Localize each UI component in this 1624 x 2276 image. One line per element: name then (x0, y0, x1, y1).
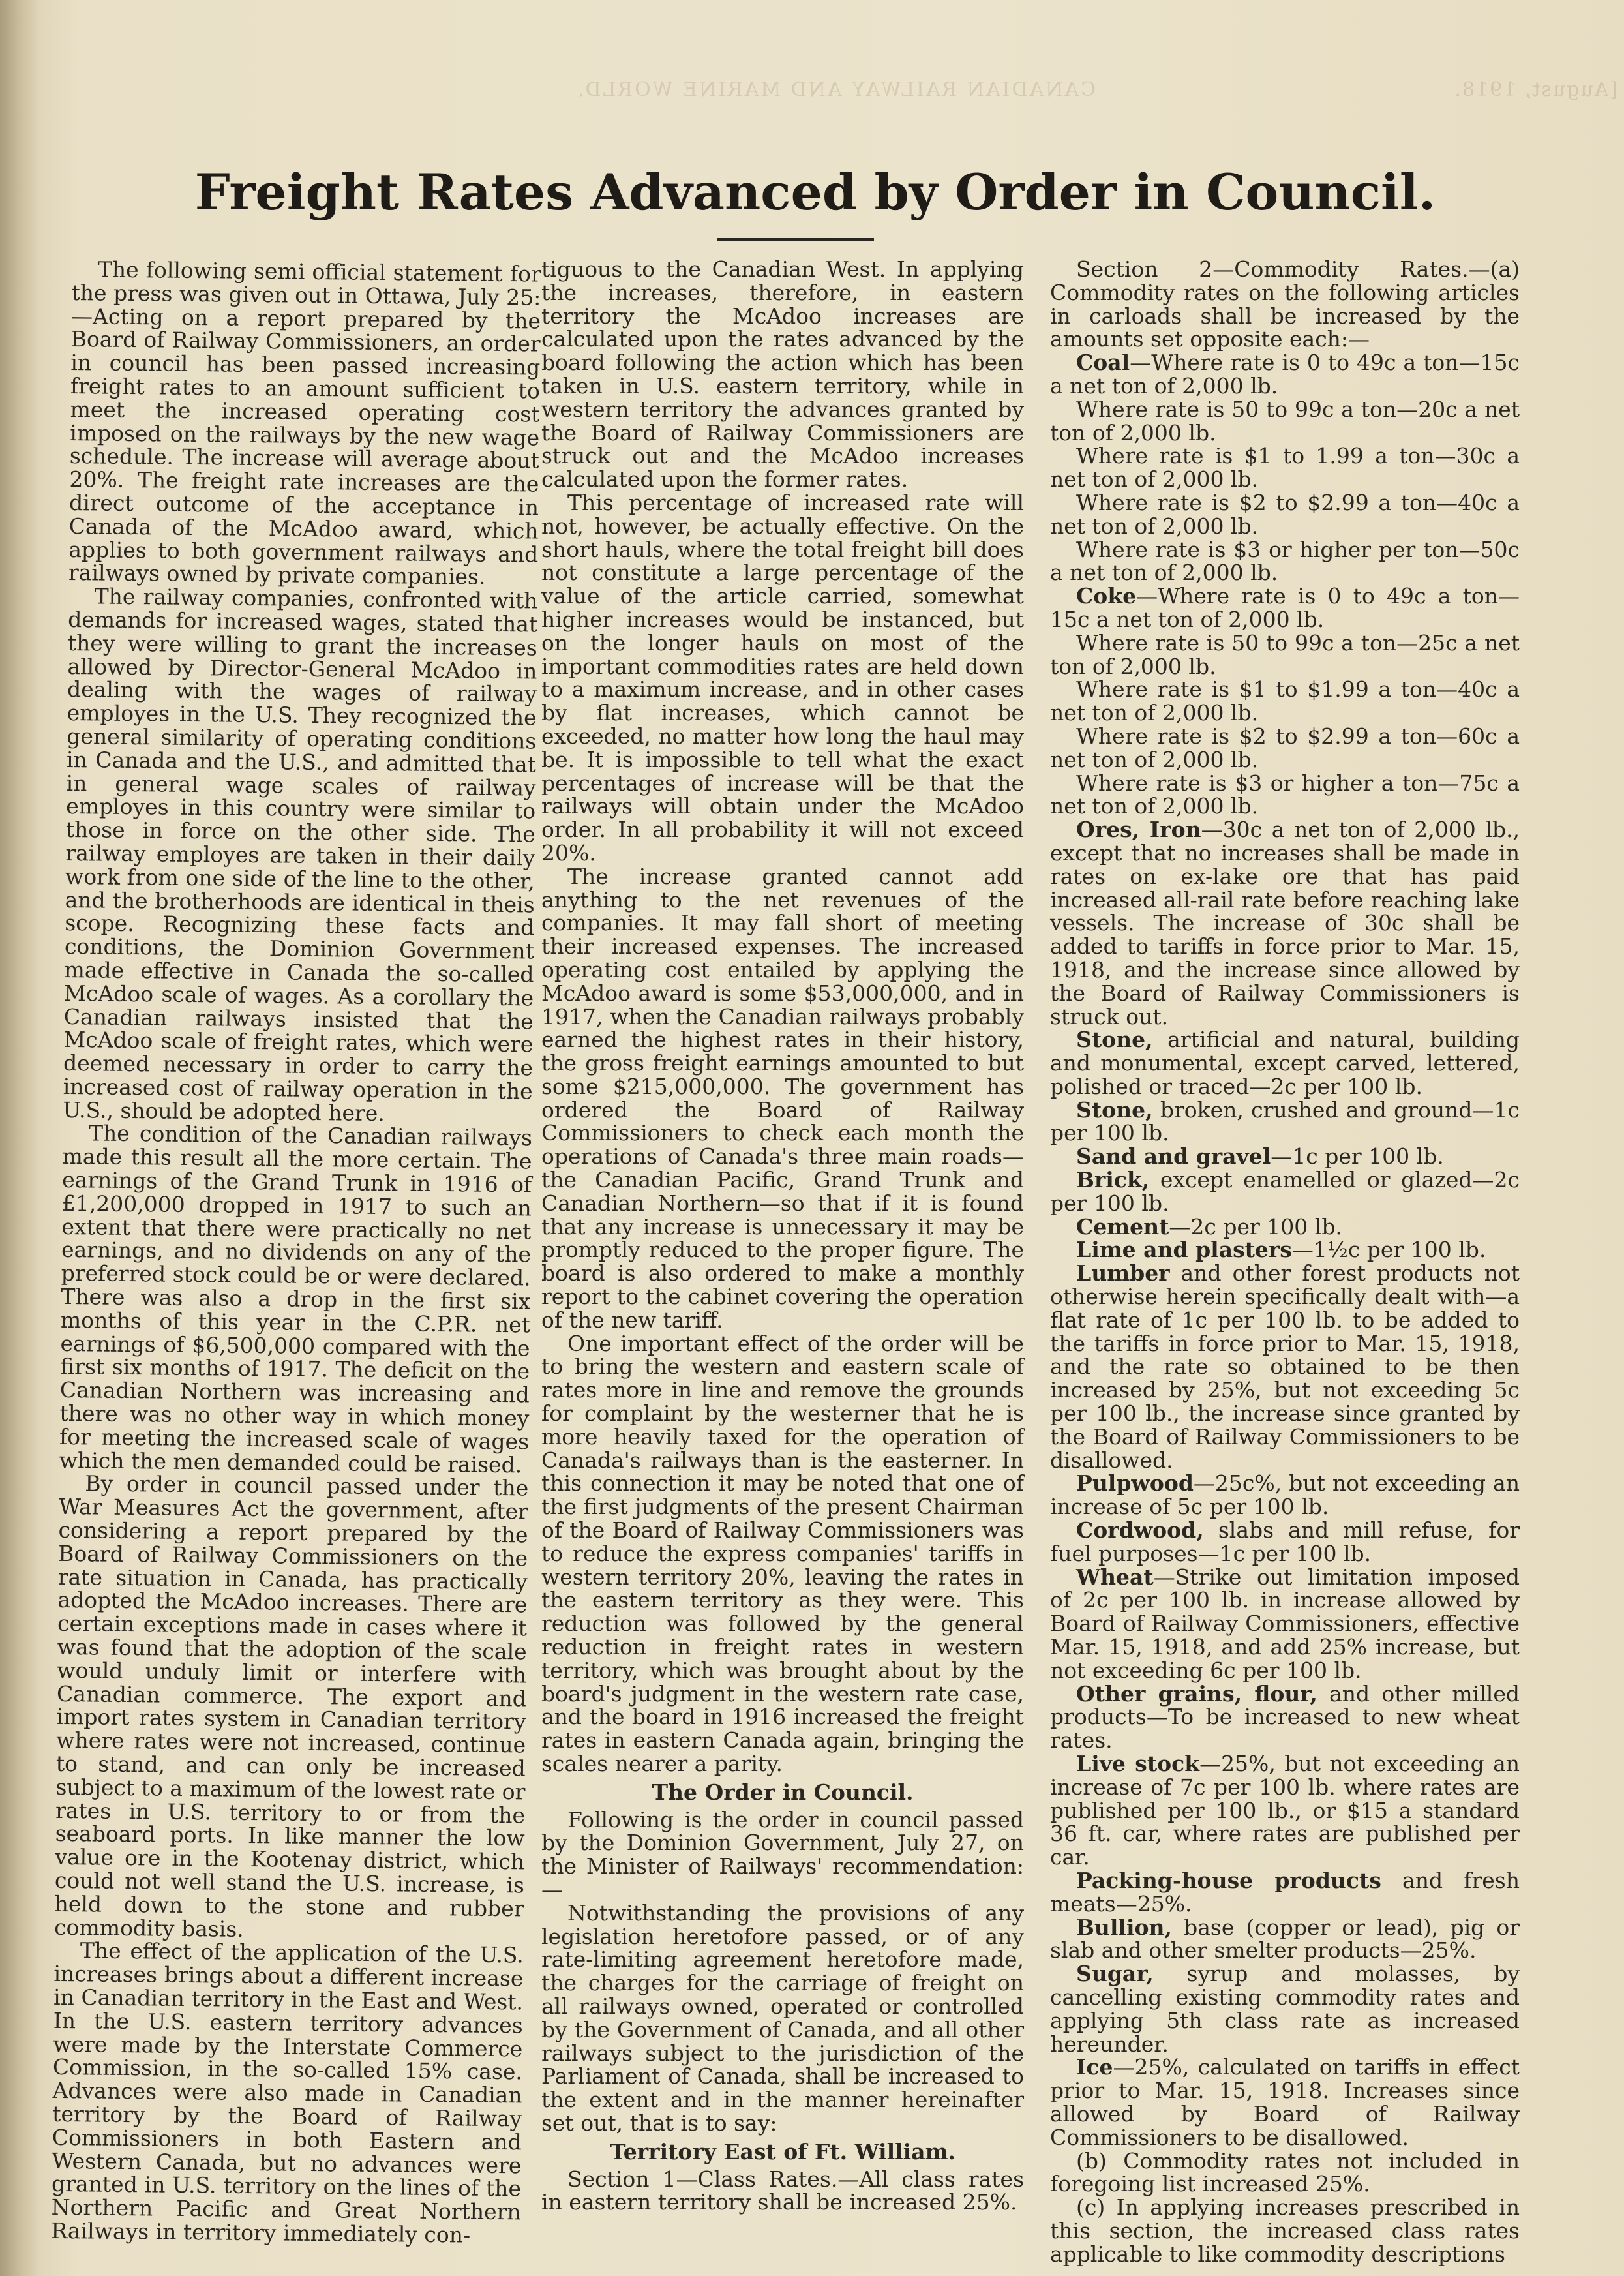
paragraph: (b) Commodity rates not included in foregoing list increased 25%. (1050, 2147, 1520, 2197)
rate-item (1050, 1566, 1520, 1682)
rate-text: —25c%, but not exceeding an increase of 5c per 100 lb. (1050, 1470, 1520, 1520)
rate-item (1050, 1099, 1520, 1146)
rate-item (1050, 1145, 1520, 1168)
bleed-through-running-head: CANADIAN RAILWAY AND MARINE WORLD. (576, 78, 1096, 101)
commodity-name: Live stock (1076, 1751, 1200, 1776)
rate-item (1050, 584, 1520, 631)
rate-text: —2c per 100 lb. (1169, 1213, 1342, 1239)
rate-item (1050, 1168, 1520, 1215)
rate-text: —1c per 100 lb. (1271, 1144, 1444, 1170)
rate-item: Where rate is $3 or higher per ton—50c a net ton of 2,000 lb. (1050, 536, 1520, 586)
rate-item: Where rate is 50 to 99c a ton—25c a net ton of 2,000 lb. (1050, 630, 1520, 679)
commodity-name: Brick, (1076, 1167, 1150, 1193)
rate-item: Where rate is $2 to $2.99 a ton—60c a net ton of 2,000 lb. (1050, 723, 1520, 772)
rate-item (1050, 1238, 1520, 1262)
paragraph: One important effect of the order will be to bring the western and eastern scale of rates more in line and remove the grounds for complaint by the westerner that he is more heavily taxed for the operation of Canada's railways than is the easterner. In this connection it may be noted that one of the first judgments of the present Chairman of the Board of Railway Commissioners was to reduce the express companies' tariffs in western territory 20%, leaving the rates in the eastern territory as they were. This reduction was followed by the general reduction in freight rates in western territory, which was brought about by the board's judgment in the western rate case, and the board in 1916 increased the freight rates in eastern Canada again, bringing the scales nearer a parity. (541, 1330, 1024, 1776)
rate-text: and fresh meats—25%. (1050, 1867, 1520, 1917)
rate-text: —30c a net ton of 2,000 lb., except that no increases shall be made in rates on ex-lake ore that has paid increased all-rail rate before reaching lake vessels. The increase of 30c shall be added to tariffs in force prior to Mar. 15, 1918, and the increase since allowed by the Board of Railway Commissioners is struck out. (1050, 817, 1520, 1029)
paragraph: Section 2—Commodity Rates.—(a) Commodity rates on the following articles in carloads shall be increased by the amounts set opposite each:— (1050, 256, 1520, 352)
column-3 (1050, 256, 1520, 2267)
rate-item: Where rate is $3 or higher a ton—75c a net ton of 2,000 lb. (1050, 770, 1520, 819)
commodity-name: Lime and plasters (1076, 1237, 1292, 1263)
rate-item (1050, 1472, 1520, 1519)
rate-item (1050, 1916, 1520, 1963)
rate-text: —25%, but not exceeding an increase of 7c per 100 lb. where rates are published per 100 lb., or $15 a standard 36 ft. car, where rates are published per car. (1050, 1751, 1520, 1870)
paragraph: The following semi official statement for the press was given out in Ottawa, July 25:—Acting on a report prepared by the Board of Railway Commissioners, an order in council has been passed increasing freight rates to an amount sufficient to meet the increased operating cost imposed on the railways by the new wage schedule. The increase will average about 20%. The freight rate increases are the direct outcome of the acceptance in Canada of the McAdoo award, which applies to both government railways and railways owned by private companies. (68, 256, 541, 590)
rate-text: broken, crushed and ground—1c per 100 lb. (1050, 1097, 1520, 1146)
commodity-name: Coke (1076, 583, 1137, 609)
rate-text: —Where rate is 0 to 49c a ton—15c a net ton of 2,000 lb. (1050, 583, 1520, 632)
rate-item (1050, 351, 1520, 398)
commodity-name: Stone, (1076, 1097, 1153, 1123)
bleed-through-date: [August, 1918. (1453, 78, 1617, 101)
rate-item: Where rate is $2 to $2.99 a ton—40c a net ton of 2,000 lb. (1050, 489, 1520, 539)
paragraph: (c) In applying increases prescribed in this section, the increased class rates applicable to like commodity descriptions (1050, 2194, 1520, 2267)
commodity-name: Other grains, flour, (1076, 1680, 1317, 1707)
rate-text: syrup and molasses, by cancelling existing commodity rates and applying 5th class rate as increased hereunder. (1050, 1961, 1520, 2057)
rate-item: Where rate is $1 to $1.99 a ton—40c a net ton of 2,000 lb. (1050, 676, 1520, 726)
paragraph: The effect of the application of the U.S. increases brings about a different increase in Canadian territory in the East and West. In the U.S. eastern territory advances were made by the Interstate Commerce Commission, in the so-called 15% case. Advances were also made in Canadian territory by the Board of Railway Commissioners in both Eastern and Western Canada, but no advances were granted in U.S. territory on the lines of the Northern Pacific and Great Northern Railways in territory immediately con- (51, 1937, 524, 2248)
commodity-name: Stone, (1076, 1027, 1153, 1053)
rate-text: —Where rate is 0 to 49c a ton—15c a net ton of 2,000 lb. (1050, 350, 1520, 399)
rate-item (1050, 1752, 1520, 1869)
paragraph: Notwithstanding the provisions of any legislation heretofore passed, or of any rate-limiting agreement heretofore made, the charges for the carriage of freight on all railways owned, operated or controlled by the Government of Canada, and all other railways subject to the jurisdiction of the Parliament of Canada, shall be increased to the extent and in the manner hereinafter set out, that is to say: (541, 1900, 1024, 2136)
rate-text: —Strike out limitation imposed of 2c per 100 lb. in increase allowed by Board of Railway Commissioners, effective Mar. 15, 1918, and add 25% increase, but not exceeding 6c per 100 lb. (1050, 1564, 1520, 1683)
rate-text: and other milled products—To be increased to new wheat rates. (1050, 1680, 1520, 1753)
rate-item (1050, 2056, 1520, 2149)
rate-item (1050, 1682, 1520, 1752)
commodity-name: Coal (1076, 350, 1130, 376)
commodity-name: Ice (1076, 2054, 1113, 2080)
rate-item (1050, 1215, 1520, 1239)
commodity-name: Ores, Iron (1076, 817, 1201, 843)
rate-item (1050, 1869, 1520, 1916)
section-heading: Territory East of Ft. William. (610, 2138, 955, 2164)
paragraph: By order in council passed under the War Measures Act the government, after considering a report prepared by the Board of Railway Commissioners on the rate situation in Canada, has practically adopted the McAdoo increases. There are certain exceptions made in cases where it was found that the adoption of the scale would unduly limit or interfere with Canadian commerce. The export and import rates system in Canadian territory where rates were not increased, continue to stand, and can only be increased subject to a maximum of the lowest rate or rates in U.S. territory to or from the seaboard ports. In like manner the low value ore in the Kootenay district, which could not well stand the U.S. increase, is held down to the stone and rubber commodity basis. (53, 1470, 529, 1942)
rate-text: slabs and mill refuse, for fuel purposes—1c per 100 lb. (1050, 1517, 1520, 1566)
commodity-name: Bullion, (1076, 1914, 1172, 1940)
commodity-name: Packing-house products (1076, 1867, 1381, 1893)
paragraph: tiguous to the Canadian West. In applying the increases, therefore, in eastern territory the McAdoo increases are calculated upon the rates advanced by the board following the action which has been taken in U.S. eastern territory, while in western territory the advances granted by the Board of Railway Commissioners are struck out and the McAdoo increases calculated upon the former rates. (541, 256, 1024, 493)
rate-text: —25%, calculated on tariffs in effect prior to Mar. 15, 1918. Increases since allowed by Board of Railway Commissioners to be disallowed. (1050, 2054, 1520, 2150)
paragraph: The railway companies, confronted with demands for increased wages, stated that they were willing to grant the increases allowed by Director-General McAdoo in dealing with the wages of railway employes in the U.S. They recognized the general similarity of operating conditions in Canada and the U.S., and admitted that in general wage scales of railway employes in this country were similar to those in force on the other side. The railway employes are taken in their daily work from one side of the line to the other, and the brotherhoods are identical in theis scope. Recognizing these facts and conditions, the Dominion Government made effective in Canada the so-called McAdoo scale of wages. As a corollary the Canadian railways insisted that the McAdoo scale of freight rates, which were deemed necessary in order to carry the increased cost of railway operation in the U.S., should be adopted here. (63, 583, 538, 1126)
rate-text: —1½c per 100 lb. (1291, 1237, 1486, 1263)
commodity-name: Pulpwood (1076, 1470, 1194, 1496)
binding-shadow (0, 0, 39, 2276)
commodity-name: Lumber (1076, 1260, 1170, 1286)
article-title: Freight Rates Advanced by Order in Council. (194, 163, 1436, 221)
rate-item (1050, 1962, 1520, 2056)
rate-text: and other forest products not otherwise herein specifically dealt with—a flat rate of 1c per 100 lb. to be added to the tariffs in force prior to Mar. 15, 1918, and the rate so obtained to be then increased by 25%, but not exceeding 5c per 100 lb., the increase since granted by the Board of Railway Commissioners to be disallowed. (1050, 1260, 1520, 1473)
commodity-name: Sugar, (1076, 1961, 1154, 1987)
rate-item (1050, 1519, 1520, 1566)
commodity-name: Sand and gravel (1076, 1144, 1271, 1170)
column-2 (541, 258, 1024, 2228)
rate-item: Where rate is $1 to 1.99 a ton—30c a net ton of 2,000 lb. (1050, 443, 1520, 493)
section-heading: The Order in Council. (652, 1779, 914, 1805)
rate-text: artificial and natural, building and monumental, except carved, lettered, polished or traced—2c per 100 lb. (1050, 1027, 1520, 1099)
commodity-name: Wheat (1076, 1564, 1154, 1590)
paragraph: Following is the order in council passed by the Dominion Government, July 27, on the Minister of Railways' recommendation:— (541, 1806, 1024, 1902)
column-1 (51, 256, 541, 2248)
paragraph: The increase granted cannot add anything to the net revenues of the companies. It may fall short of meeting their increased expenses. The increased operating cost entailed by applying the McAdoo award is some $53,000,000, and in 1917, when the Canadian railways probably earned the highest rates in their history, the gross freight earnings amounted to but some $215,000,000. The government has ordered the Board of Railway Commissioners to check each month the operations of Canada's three main roads—the Canadian Pacific, Grand Trunk and Canadian Northern—so that if it is found that any increase is unnecessary it may be promptly reduced to the proper figure. The board is also ordered to make a monthly report to the cabinet covering the operation of the new tariff. (541, 863, 1024, 1333)
rate-item (1050, 1028, 1520, 1098)
paragraph: Section 1—Class Rates.—All class rates in eastern territory shall be increased 25%. (541, 2166, 1024, 2215)
rate-item: Where rate is 50 to 99c a ton—20c a net ton of 2,000 lb. (1050, 396, 1520, 446)
rate-item (1050, 1262, 1520, 1472)
paragraph: The condition of the Canadian railways made this result all the more certain. The earnings of the Grand Trunk in 1916 of £1,200,000 dropped in 1917 to such an extent that there were practically no net earnings, and no dividends on any of the preferred stock could be or were declared. There was also a drop in the first six months of this year in the C.P.R. net earnings of $6,500,000 compared with the first six months of 1917. The deficit on the Canadian Northern was increasing and there was no other way in which money for meeting the increased scale of wages which the men demanded could be raised. (59, 1120, 533, 1478)
rate-text: base (copper or lead), pig or slab and other smelter products—25%. (1050, 1914, 1520, 1964)
rate-text: except enamelled or glazed—2c per 100 lb. (1050, 1167, 1520, 1216)
commodity-name: Cordwood, (1076, 1517, 1204, 1543)
paragraph: This percentage of increased rate will not, however, be actually effective. On the short hauls, where the total freight bill does not constitute a large percentage of the value of the article carried, somewhat higher increases would be instanced, but on the longer hauls on most of the important commodities rates are held down to a maximum increase, and in other cases by flat increases, which cannot be exceeded, no matter how long the haul may be. It is impossible to tell what the exact percentages of increase will be that the railways will obtain under the McAdoo order. In all probability it will not exceed 20%. (541, 489, 1024, 866)
commodity-name: Cement (1076, 1213, 1169, 1239)
title-rule (717, 238, 874, 241)
rate-item (1050, 818, 1520, 1028)
